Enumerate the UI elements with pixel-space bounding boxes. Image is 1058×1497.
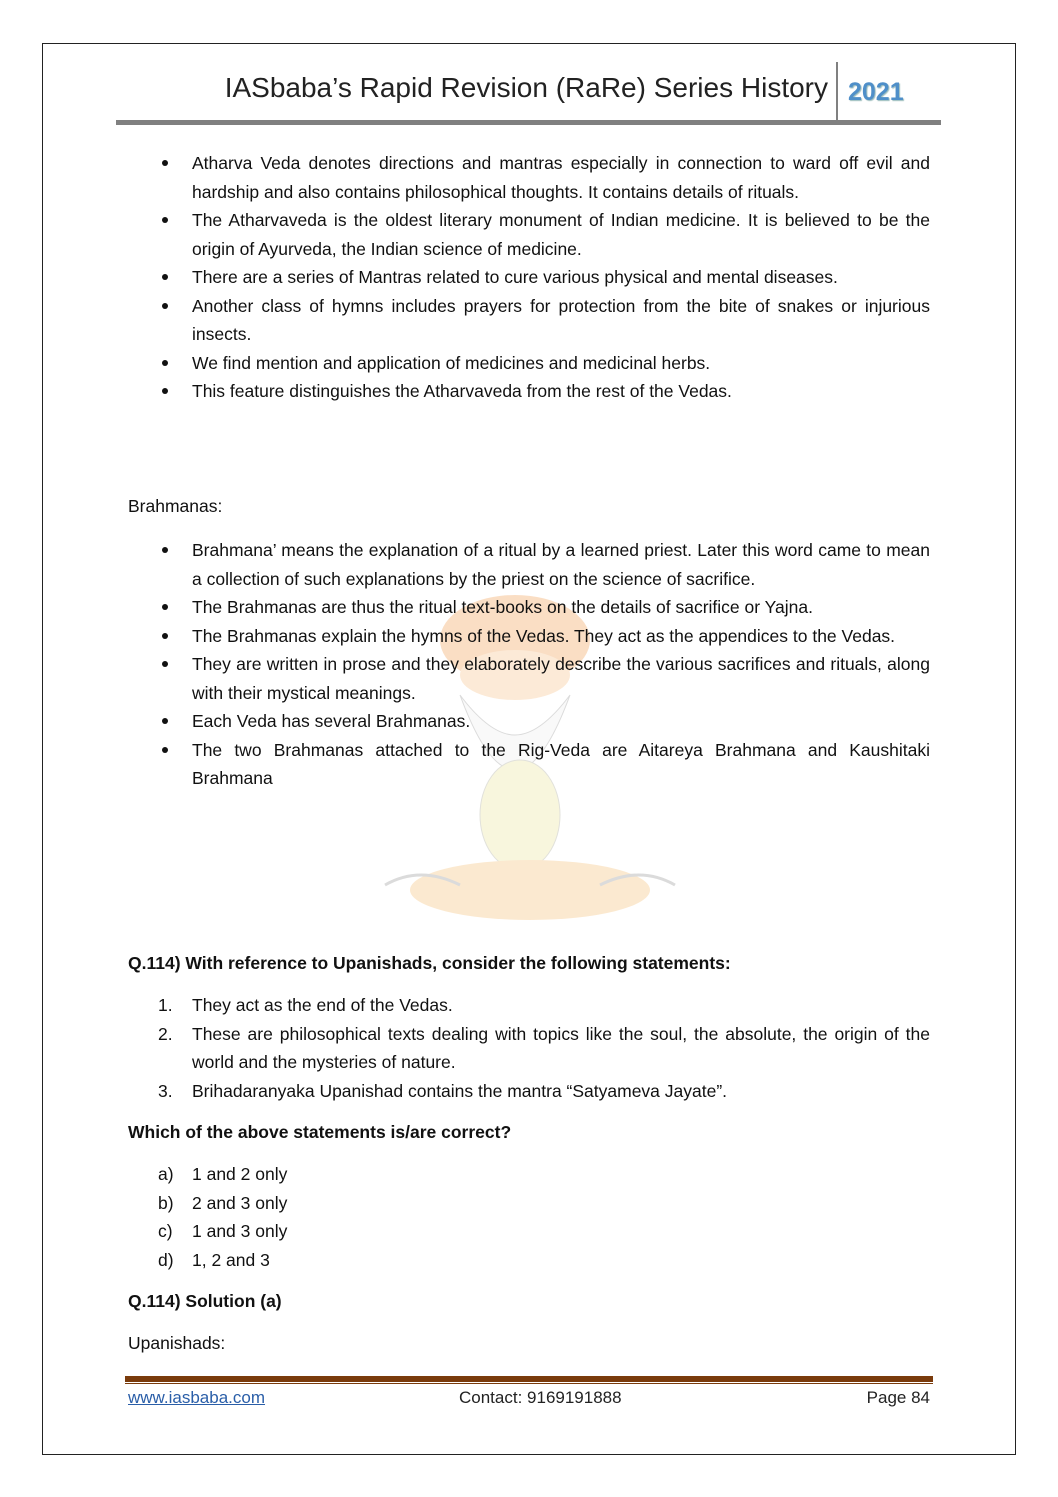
- list-item-text: The Brahmanas are thus the ritual text-books on the details of sacrifice or Yajna.: [192, 597, 813, 617]
- list-item-text: The Atharvaveda is the oldest literary monument of Indian medicine. It is believed to be the origin of Ayurveda, the Indian science of medicine.: [192, 210, 930, 259]
- bullet-icon: [162, 547, 168, 553]
- list-item-text: This feature distinguishes the Atharvaveda from the rest of the Vedas.: [192, 381, 732, 401]
- list-item: [128, 536, 930, 593]
- bullet-icon: [162, 303, 168, 309]
- header-divider: [836, 62, 838, 122]
- statement-item: [128, 1077, 930, 1106]
- list-item-text: Atharva Veda denotes directions and mantras especially in connection to ward off evil and hardship and also contains philosophical thoughts. It contains details of rituals.: [192, 153, 930, 202]
- bullet-icon: [162, 217, 168, 223]
- list-item-text: They are written in prose and they elaborately describe the various sacrifices and rituals, along with their mystical meanings.: [192, 654, 930, 703]
- atharva-veda-list: [128, 149, 930, 406]
- solution-heading: Q.114) Solution (a): [128, 1291, 282, 1311]
- header-year: 2021: [848, 78, 904, 106]
- list-item: [128, 650, 930, 707]
- list-item: [128, 377, 930, 406]
- list-item: [128, 149, 930, 206]
- option-item: [128, 1189, 930, 1218]
- bullet-icon: [162, 747, 168, 753]
- header-title: IASbaba’s Rapid Revision (RaRe) Series History: [224, 72, 828, 103]
- list-item: [128, 206, 930, 263]
- statement-number: 2.: [158, 1023, 173, 1044]
- bullet-icon: [162, 604, 168, 610]
- option-text: 1, 2 and 3: [192, 1249, 270, 1270]
- list-item-text: The two Brahmanas attached to the Rig-Veda are Aitareya Brahmana and Kaushitaki Brahmana: [192, 739, 930, 788]
- list-item: [128, 292, 930, 349]
- list-item: [128, 263, 930, 292]
- options-list: [128, 1160, 930, 1274]
- bullet-icon: [162, 388, 168, 394]
- footer-rule-thin: [125, 1383, 933, 1384]
- option-text: 2 and 3 only: [192, 1192, 288, 1213]
- footer-rule: [125, 1376, 933, 1382]
- list-item-text: Brahmana’ means the explanation of a ritual by a learned priest. Later this word came to mean a collection of such explanations by the priest on the science of sacrifice.: [192, 540, 930, 589]
- question-heading: Q.114) With reference to Upanishads, consider the following statements:: [128, 953, 731, 973]
- website-link[interactable]: www.iasbaba.com: [128, 1388, 266, 1407]
- option-key: b): [158, 1192, 174, 1213]
- list-item: [128, 622, 930, 651]
- list-item-text: There are a series of Mantras related to cure various physical and mental diseases.: [192, 267, 838, 287]
- statement-number: 1.: [158, 995, 173, 1015]
- statement-text: Brihadaranyaka Upanishad contains the mantra “Satyameva Jayate”.: [192, 1080, 728, 1101]
- option-key: a): [158, 1164, 174, 1184]
- statement-text: These are philosophical texts dealing with topics like the soul, the absolute, the origin of the world and the mysteries of nature.: [192, 1023, 930, 1072]
- bullet-icon: [162, 360, 168, 366]
- statements-list: [128, 991, 930, 1105]
- list-item: [128, 349, 930, 378]
- footer-page-number: Page 84: [866, 1388, 930, 1407]
- question-prompt: Which of the above statements is/are correct?: [128, 1122, 512, 1142]
- brahmanas-list: [128, 536, 930, 793]
- bullet-icon: [162, 160, 168, 166]
- footer-contact: Contact: 9169191888: [459, 1388, 622, 1407]
- list-item-text: Each Veda has several Brahmanas.: [192, 711, 471, 731]
- option-item: [128, 1217, 930, 1246]
- list-item-text: We find mention and application of medicines and medicinal herbs.: [192, 352, 711, 373]
- upanishads-heading: Upanishads:: [128, 1333, 226, 1353]
- option-text: 1 and 2 only: [192, 1164, 288, 1184]
- statement-number: 3.: [158, 1080, 173, 1101]
- list-item-text: Another class of hymns includes prayers for protection from the bite of snakes or injurious insects.: [192, 295, 930, 344]
- option-text: 1 and 3 only: [192, 1221, 288, 1241]
- list-item: [128, 707, 930, 736]
- option-item: [128, 1246, 930, 1275]
- list-item: [128, 736, 930, 793]
- header-rule: [116, 120, 941, 125]
- bullet-icon: [162, 633, 168, 639]
- list-item-text: The Brahmanas explain the hymns of the Vedas. They act as the appendices to the Vedas.: [192, 625, 896, 646]
- option-key: d): [158, 1249, 174, 1270]
- bullet-icon: [162, 661, 168, 667]
- bullet-icon: [162, 274, 168, 280]
- bullet-icon: [162, 718, 168, 724]
- statement-item: [128, 1020, 930, 1077]
- brahmanas-heading: Brahmanas:: [128, 496, 223, 516]
- option-key: c): [158, 1221, 173, 1241]
- statement-text: They act as the end of the Vedas.: [192, 995, 453, 1015]
- statement-item: [128, 991, 930, 1020]
- list-item: [128, 593, 930, 622]
- option-item: [128, 1160, 930, 1189]
